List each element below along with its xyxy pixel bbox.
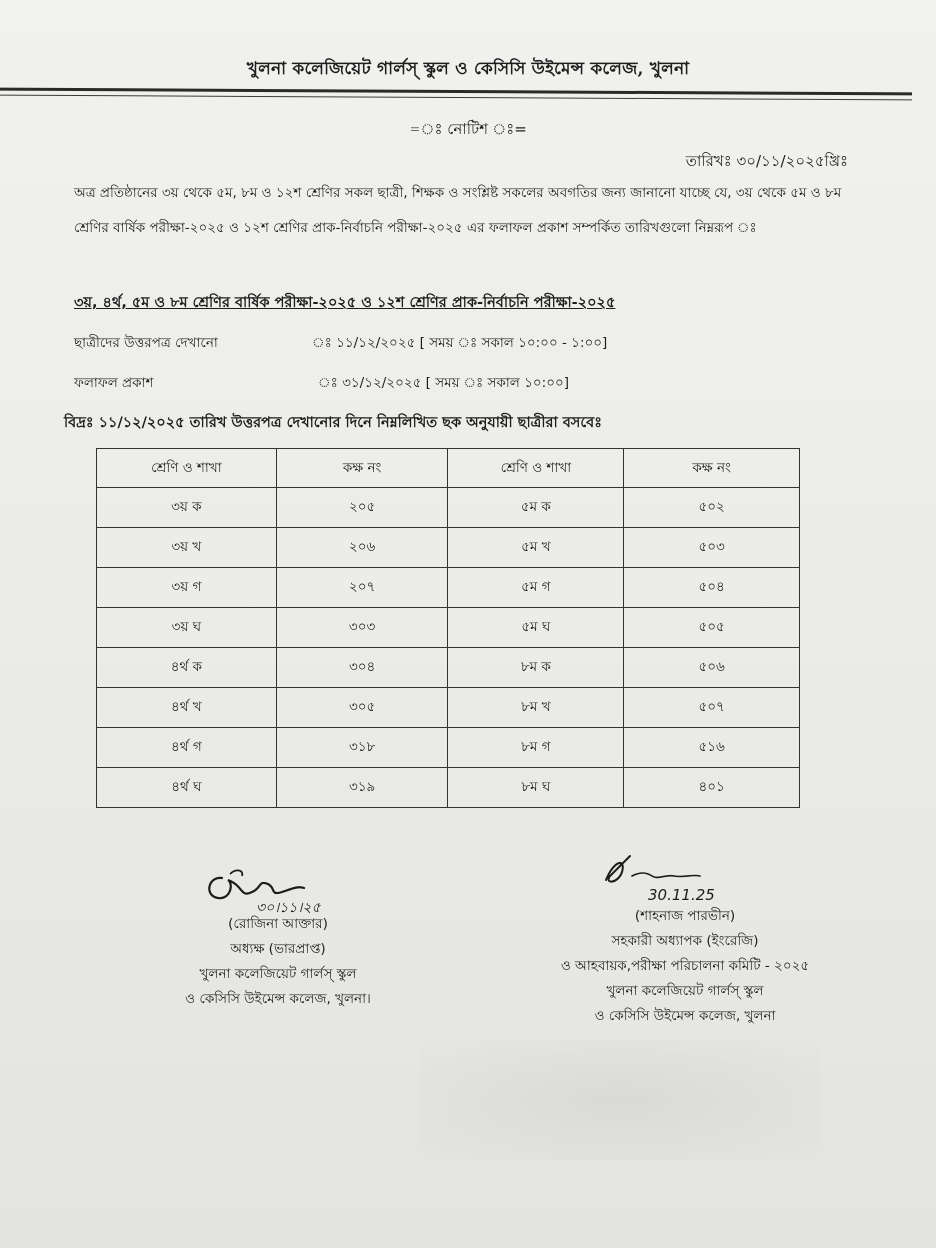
convener-designation: সহকারী অধ্যাপক (ইংরেজি) (611, 933, 759, 949)
principal-signed-date: ৩০।১১।২৫ (256, 900, 321, 916)
table-cell: ২০৭ (276, 568, 448, 608)
table-row (97, 768, 800, 808)
header-class-section: শ্রেণি ও শাখা (448, 449, 624, 488)
table-cell: ৮ম ক (448, 648, 624, 688)
schedule-label: ছাত্রীদের উত্তরপত্র দেখানো (74, 335, 218, 351)
table-cell: ৫০৭ (624, 688, 800, 728)
table-cell: ৫০৫ (624, 608, 800, 648)
table-cell: ৫ম খ (448, 528, 624, 568)
notice-date: তারিখঃ ৩০/১১/২০২৫খ্রিঃ (685, 152, 848, 170)
principal-org-line2: ও কেসিসি উইমেন্স কলেজ, খুলনা। (185, 991, 371, 1007)
schedule-value: ঃ ৩১/১২/২০২৫ [ সময় ঃ সকাল ১০:০০] (318, 375, 570, 391)
table-cell: ২০৫ (276, 488, 448, 528)
table-row (97, 608, 800, 648)
convener-org-line2: ও কেসিসি উইমেন্স কলেজ, খুলনা (594, 1008, 776, 1024)
schedule-value: ঃ ১১/১২/২০২৫ [ সময় ঃ সকাল ১০:০০ - ১:০০] (312, 335, 608, 351)
section-heading: ৩য়, ৪র্থ, ৫ম ও ৮ম শ্রেণির বার্ষিক পরীক্ষা-২০২৫ ও ১২শ শ্রেণির প্রাক-নির্বাচনি পরীক্ষা-২০২৫ (74, 295, 616, 311)
table-cell: ৪র্থ ক (97, 648, 277, 688)
table-row (97, 648, 800, 688)
table-row (97, 728, 800, 768)
principal-org-line1: খুলনা কলেজিয়েট গার্লস্ স্কুল (199, 966, 357, 982)
table-cell: ৪র্থ গ (97, 728, 277, 768)
principal-designation: অধ্যক্ষ (ভারপ্রাপ্ত) (230, 941, 326, 957)
table-cell: ৩য় ক (97, 488, 277, 528)
schedule-label: ফলাফল প্রকাশ (74, 375, 154, 391)
convener-signed-date: 30.11.25 (648, 886, 715, 904)
table-cell: ৮ম ঘ (448, 768, 624, 808)
header-rule-thick (0, 88, 912, 96)
table-cell: ৩০৫ (276, 688, 448, 728)
table-cell: ৫০৪ (624, 568, 800, 608)
table-cell: ৩য় গ (97, 568, 277, 608)
notice-body: অত্র প্রতিষ্ঠানের ৩য় থেকে ৫ম, ৮ম ও ১২শ শ্রেণির সকল ছাত্রী, শিক্ষক ও সংশ্লিষ্ট সকলের অবগতির জন্য জানানো যাচ্ছে যে, ৩য় থেকে ৫ম ও ৮ম শ্রেণির বার্ষিক পরীক্ষা-২০২৫ ও ১২শ শ্রেণির প্রাক-নির্বাচনি পরীক্ষা-২০২৫ এর ফলাফল প্রকাশ সম্পর্কিত তারিখগুলো নিম্নরূপ ঃ (74, 185, 842, 236)
table-cell: ৩১৮ (276, 728, 448, 768)
table-cell: ৮ম খ (448, 688, 624, 728)
table-row (97, 688, 800, 728)
header-class-section: শ্রেণি ও শাখা (97, 449, 277, 488)
table-cell: ৫ম গ (448, 568, 624, 608)
table-header-row (97, 449, 800, 488)
table-cell: ৩০৪ (276, 648, 448, 688)
table-row (97, 488, 800, 528)
table-row (97, 568, 800, 608)
table-cell: ২০৬ (276, 528, 448, 568)
table-cell: ৫০২ (624, 488, 800, 528)
header-room-no: কক্ষ নং (624, 449, 800, 488)
notice-title: =ঃ নোটিশ ঃ= (409, 120, 527, 138)
convener-role: ও আহবায়ক,পরীক্ষা পরিচালনা কমিটি - ২০২৫ (560, 958, 810, 974)
convener-name: (শাহনাজ পারভীন) (634, 908, 736, 924)
paper-shadow (420, 1040, 820, 1160)
institution-header: খুলনা কলেজিয়েট গার্লস্ স্কুল ও কেসিসি উইমেন্স কলেজ, খুলনা (246, 59, 690, 79)
header-rule-thin (0, 95, 912, 101)
table-cell: ৫০৩ (624, 528, 800, 568)
principal-signature-block (138, 912, 418, 1012)
header-room-no: কক্ষ নং (276, 449, 448, 488)
table-cell: ৮ম গ (448, 728, 624, 768)
table-row (97, 528, 800, 568)
table-cell: ৫০৬ (624, 648, 800, 688)
table-cell: ৪০১ (624, 768, 800, 808)
room-allocation-table (96, 448, 800, 808)
convener-org-line1: খুলনা কলেজিয়েট গার্লস্ স্কুল (606, 983, 764, 999)
principal-name: (রোজিনা আক্তার) (228, 916, 328, 932)
table-cell: ৫ম ঘ (448, 608, 624, 648)
table-cell: ৩০৩ (276, 608, 448, 648)
table-cell: ৩১৯ (276, 768, 448, 808)
table-cell: ৩য় খ (97, 528, 277, 568)
convener-signature-block (535, 904, 835, 1029)
table-cell: ৩য় ঘ (97, 608, 277, 648)
seating-note: বিদ্রঃ ১১/১২/২০২৫ তারিখ উত্তরপত্র দেখানোর দিনে নিম্নলিখিত ছক অনুযায়ী ছাত্রীরা বসবেঃ (64, 415, 602, 431)
table-cell: ৫১৬ (624, 728, 800, 768)
table-cell: ৫ম ক (448, 488, 624, 528)
table-cell: ৪র্থ খ (97, 688, 277, 728)
table-cell: ৪র্থ ঘ (97, 768, 277, 808)
